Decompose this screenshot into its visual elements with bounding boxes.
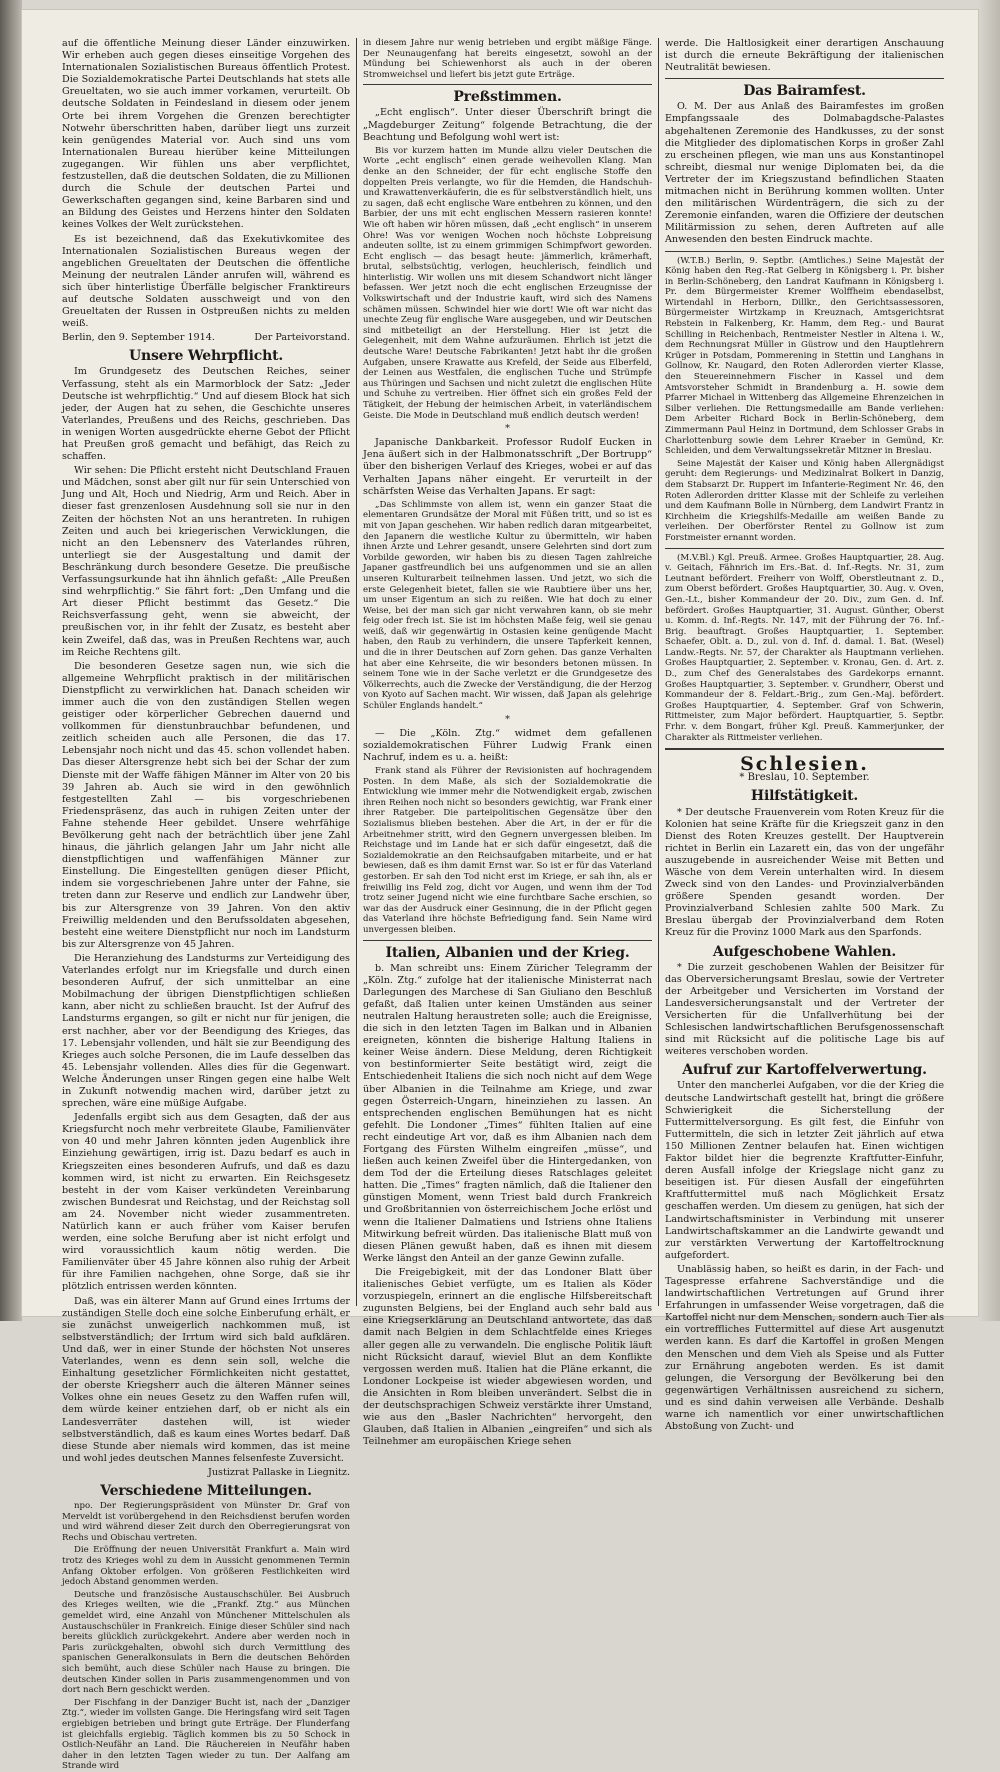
column-container	[56, 38, 978, 1772]
divider-heavy	[665, 748, 944, 750]
article-paragraph: * Der deutsche Frauenverein vom Roten Kreuz für die Kolonien hat seine Kräfte für die Kriegszeit ganz in den Dienst des Roten Kreuzes gestellt. Der Hauptverein richtet in Berlin ein Lazarett ein, das von der ungefähr auszugebende in ausreichender Weise mit Betten und Wäsche von dem Verein unterhalten wird. In diesem Zweck sind von den Landes- und Provinzialverbänden größere Spenden gesandt worden. Der Provinzialverband Schlesien zahlte 500 Mark. Zu Breslau übergab der Provinzialverband dem Roten Kreuz für die Provinz 1000 Mark aus den Sparfonds.	[665, 806, 944, 939]
signature-author: Der Parteivorstand.	[254, 332, 350, 344]
article-author: Justizrat Pallaske in Liegnitz.	[208, 1466, 350, 1478]
divider	[665, 78, 944, 79]
column-right	[658, 38, 950, 1433]
dateline: * Breslau, 10. September.	[739, 772, 870, 784]
headline-hilfstaetigkeit: Hilfstätigkeit.	[750, 788, 859, 805]
article-paragraph: Jedenfalls ergibt sich aus dem Gesagten, daß der aus Kriegsfurcht noch mehr verbreitete Glaube, Familienväter von 40 und mehr Jahren könnten jeden Augenblick ihre Einziehung gewärtigen, irrig ist. Dazu bedarf es auch in Kriegszeiten eines besonderen Aufrufs, und daß es dazu kommen wird, ist nicht zu erwarten. Ein Reichsgesetz besteht in der vom Kaiser verkündeten Vereinbarung zwischen Bundesrat und Reichstag, und der Reichstag soll am 24. November nicht wieder zusammentreten. Natürlich kann er auch früher vom Kaiser berufen werden, eine solche Berufung aber ist nicht erfolgt und wird voraussichtlich kaum nötig werden. Die Familienväter über 45 Jahre können also ruhig der Arbeit für ihre Familien nachgehen, ohne Sorge, daß sie ihr plötzlich entrissen werden könnten.	[62, 1112, 350, 1293]
page-binding-shadow	[0, 0, 22, 1321]
column-middle	[356, 38, 658, 1448]
article-paragraph: — Die „Köln. Ztg.“ widmet dem gefallenen sozialdemokratischen Führer Ludwig Frank einen Nachruf, indem es u. a. heißt:	[363, 727, 652, 763]
headline-italien: Italien, Albanien und der Krieg.	[385, 944, 630, 961]
article-paragraph: werde. Die Haltlosigkeit einer derartigen Anschauung ist durch die erneute Bekräftigung der italienischen Neutralität bewiesen.	[665, 38, 944, 74]
section-star-divider: *	[505, 423, 510, 435]
divider	[665, 251, 944, 252]
article-paragraph: O. M. Der aus Anlaß des Bairamfestes im großen Empfangssaale des Dolmabagdsche-Palastes abgehaltenen Zeremonie des Handkusses, zu der sonst die Mitglieder des diplomatischen Korps in großer Zahl zu erscheinen pflegen, wie man uns aus Konstantinopel schreibt, diesmal nur wenige Diplomaten bei, da die Vertreter der im Kriegszustand befindlichen Staaten mitmachen nicht in Berührung kommen wollten. Unter den militärischen Würdenträgern, die sich zu der Zeremonie einfanden, waren die Offiziere der deutschen Militärmission zu sehen, deren Auftreten auf alle Anwesenden den besten Eindruck machte.	[665, 101, 944, 246]
headline-pressestimmen: Preßstimmen.	[453, 89, 562, 106]
article-paragraph: Unter den mancherlei Aufgaben, vor die der Krieg die deutsche Landwirtschaft gestellt hat, bringt die größere Schwierigkeit die Sicherstellung der Futtermittelversorgung. Es gilt fest, die Einfuhr von Futtermitteln, die sich in letzter Zeit jährlich auf etwa 150 Millionen Zentner belaufen hat. Einen wichtigen Faktor bildet hier die begrenzte Kraftfutter-Einfuhr, deren Ausfall infolge der Kriegslage nicht ganz zu beseitigen ist. Für diesen Ausfall der eingeführten Kraftfuttermittel muß nach Möglichkeit Ersatz geschaffen werden. Um diesem zu genügen, hat sich der Landwirtschaftsminister in Verbindung mit unserer Landwirtschaftskammer an die Landwirte gewandt und zur verstärkten Verwertung der Kartoffeltrocknung aufgefordert.	[665, 1080, 944, 1261]
article-paragraph: Im Grundgesetz des Deutschen Reiches, seiner Verfassung, steht als ein Marmorblock der Satz: „Jeder Deutsche ist wehrpflichtig.“ Und auf diesem Block hat sich jeder, der Augen hat zu sehen, die Geschichte unseres Vaterlandes, Preußens und des Reichs, geschrieben. Das in wenigen Worten ausgedrückte eherne Gebot der Pflicht hat Preußen groß gemacht und befähigt, das Reich zu schaffen.	[62, 366, 350, 463]
article-paragraph: Der Fischfang in der Danziger Bucht ist, nach der „Danziger Ztg.“, wieder im vollsten Gange. Die Heringsfang wird seit Tagen ergiebigen betrieben und bringt gute Erträge. Der Flunderfang ist gleichfalls ergiebig. Täglich kommen bis zu 50 Schock in Ostlich-Neufähr an Land. Die Räuchereien in Neufähr haben daher in den letzten Tagen wieder zu tun. Der Aalfang am Strande wird	[62, 1697, 350, 1772]
article-paragraph: „Echt englisch“. Unter dieser Überschrift bringt die „Magdeburger Zeitung“ folgende Betrachtung, die der Beachtung und Befolgung wohl wert ist:	[363, 107, 652, 143]
article-paragraph: Die Freigebigkeit, mit der das Londoner Blatt über italienisches Gebiet verfügte, um es Italien als Köder vorzuspiegeln, erinnert an die englische Hilfsbereitschaft zugunsten Belgiens, bei der England auch sehr bald aus eine Kriegserklärung an Deutschland antwortete, das daß damit nach Belgien in dem Schlachtfelde eines Krieges aller gegen alle zu verwandeln. Die englische Politik läuft nicht Rücksicht darauf, wieviel Blut an dem Konflikte vergossen werden muß. Italien hat die Pläne erkannt, die Londoner Lockpeise ist wieder abgewiesen worden, und die Ansichten in Rom bleiben unverändert. Selbst die in der deutschsprachigen Schweiz verstärkte ihrer Umstand, wie aus den „Basler Nachrichten“ hervorgeht, den Glauben, daß Italien in Albanien „eingreifen“ und sich als Teilnehmer am europäischen Kriege sehen	[363, 1266, 652, 1448]
divider	[363, 940, 652, 941]
article-paragraph: Frank stand als Führer der Revisionisten auf hochragendem Posten. In dem Maße, als sich der Sozialdemokratie die Entwicklung wie immer mehr die Notwendigkeit ergab, zwischen ihren Reihen noch nicht so besonders gewichtig, war Frank einer ihrer Ratgeber. Die parteipolitischen Gegensätze über den Sozialismus blieben bestehen. Aber die Art, in der er für die Arbeitnehmer stritt, wird den Gegnern unvergessen bleiben. Im Reichstage und im Lande hat er sich dafür eingesetzt, daß die Sozialdemokratie an den Reichsaufgaben mitarbeite, und er hat bewiesen, daß es ihm damit Ernst war. So ist er für das Vaterland gestorben. Er sah den Tod nicht erst im Kriege, er sah ihn, als er freiwillig ins Feld zog, dicht vor Augen, und wenn ihm der Tod trotz seiner Jugend nicht wie eine furchtbare Sache erschien, so war das der Ausdruck einer Gesinnung, die in der Pflicht gegen das Vaterland ihre höchste Befriedigung fand. Sein Name wird unvergessen bleiben.	[363, 766, 652, 935]
headline-mitteilungen: Verschiedene Mitteilungen.	[100, 1482, 312, 1499]
article-paragraph: auf die öffentliche Meinung dieser Länder einzuwirken. Wir erheben auch gegen dieses einseitige Vorgehen des Internationalen Sozialistischen Bureaus öffentlich Protest. Die Sozialdemokratische Partei Deutschlands hat stets alle Greueltaten, wo sie auch immer vorkamen, verurteilt. Ob deutsche Soldaten in Feindesland in diesem oder jenem Orte bei ihrem Vorgehen die Grenzen berechtigter Notwehr überschritten haben, darüber liegt uns zurzeit kein genügendes Material vor. Auch sind uns vom Internationalen Bureau hierüber keine Mitteilungen zugegangen. Wir fühlen uns aber verpflichtet, festzustellen, daß die deutschen Soldaten, die zu Millionen durch die Schule der deutschen Partei und Gewerkschaften gegangen sind, keine Barbaren sind und an Bildung des Geistes und Herzens hinter den Soldaten keines Volkes der Welt zurückstehen.	[62, 38, 350, 231]
article-paragraph: Die Heranziehung des Landsturms zur Verteidigung des Vaterlandes erfolgt nur im Kriegsfalle und durch einen besonderen Aufruf, der sich unmittelbar an eine Mobilmachung der übrigen Dienstpflichtigen schließen kann, aber nicht zu schließen braucht. Ist der Aufruf des Landsturms ergangen, so gilt er nicht nur für jenigen, die erst nachher, aber vor der Beendigung des Krieges, das 17. Lebensjahr vollenden, und hält sie zur Beendigung des Krieges auch solche Personen, die im Laufe desselben das 45. Lebensjahr vollenden. Alles dies für die Gegenwart. Welche Änderungen unser Ringen gegen eine halbe Welt in Zukunft notwendig machen wird, darüber jetzt zu sprechen, wäre eine müßige Aufgabe.	[62, 952, 350, 1110]
official-notice: (W.T.B.) Berlin, 9. Septbr. (Amtliches.) Seine Majestät der König haben den Reg.-Rat Gelberg in Königsberg i. Pr. bisher in Berlin-Schöneberg, den Landrat Kaufmann in Königsberg i. Pr. dem Bürgermeister Kremer Wolffheim ebendaselbst, Wirtendahl in Herborn, Dillkr., den Gerichtsassessoren, Bürgermeister Wirtzkamp in Kreuznach, Amtsgerichtsrat Rebstein in Falkenberg, Kr. Hamm, dem Reg.- und Baurat Schilling in Reichenbach, Rentmeister Nestler in Altena i. W., dem Rechnungsrat Müller in Güstrow und den Hauptlehrern Krüger in Potsdam, Pommerening in Stettin und Langhans in Gollnow, Kr. Naugard, den Roten Adlerorden vierter Klasse, den Steuereinnehmern Fischer in Kassel und dem Amtsvorsteher Schmidt in Brandenburg a. H. sowie dem Pfarrer Michael in Wittenberg das Allgemeine Ehrenzeichen in Silber verliehen. Die Rettungsmedaille am Bande verliehen: Dem Arbeiter Richard Bock in Berlin-Schöneberg, dem Zimmermann Paul Heinz in Dortmund, dem Schlosser Grabs in Charlottenburg sowie dem Lehrer Kraeber in Gemünd, Kr. Schleiden, und dem Verwaltungssekretär Mitzner in Breslau.	[665, 255, 944, 457]
article-paragraph: Die besonderen Gesetze sagen nun, wie sich die allgemeine Wehrpflicht praktisch in der militärischen Dienstpflicht zu verwirklichen hat. Danach scheiden wir immer auch die von den zuständigen Stellen wegen geistiger oder körperlicher Gebrechen dauernd und vollkommen für dienstunbrauchbar befundenen, und zeitlich scheiden auch alle Personen, die das 17. Lebensjahr noch nicht und das 45. schon vollendet haben. Das dieser Altersgrenze hebt sich bei der Schar der zum Dienste mit der Waffe fähigen Männer im Alter von 20 bis 39 Jahren ab. Auch sie wird in den gewöhnlich festgestellten Zahl — bis vorgeschriebenen Friedenspräsenz, das auch in ruhigen Zeiten unter der Fahne stehende Heer gebildet. Unsere wehrfähige Bevölkerung geht nach der beträchtlich über jene Zahl hinaus, die jährlich gelangen Jahr um Jahr nicht alle dienstpflichtigen und waffenfähigen Männer zur Einstellung. Die Eingestellten genügen dieser Pflicht, indem sie vorgeschriebenen Jahre unter der Fahne, sie treten dann zur Reserve und endlich zur Landwehr über, bis zur Altersgrenze von 39 Jahren. Von den aktiv Freiwillig meldenden und den Berufssoldaten abgesehen, besteht eine weitere Dienstpflicht nur noch im Landsturm bis zur Altersgrenze von 45 Jahren.	[62, 660, 350, 950]
article-paragraph: b. Man schreibt uns: Einem Züricher Telegramm der „Köln. Ztg.“ zufolge hat der italienische Ministerrat nach Darlegungen des Marchese di San Giuliano den Beschluß gefaßt, daß Italien unter keinen Umständen aus seiner neutralen Haltung heraustreten solle; auch die Ereignisse, die sich in den letzten Tagen im Balkan und in Albanien ereigneten, könnten die bisherige Haltung Italiens in keiner Weise ändern. Diese Meldung, deren Richtigkeit von bestinformierter Seite bestätigt wird, zeigt die Entschiedenheit Italiens die sich noch nicht auf dem Wege über Albanien in die Teilnahme am Kriege, und zwar gegen Österreich-Ungarn, hineinziehen zu lassen. An entsprechenden englischen Bemühungen hat es nicht gefehlt. Die Londoner „Times“ fühlten Italien auf eine recht eindeutige Art vor, daß es ihm Albanien nach dem Fortgang des Fürsten Wilhelm eingreifen „müsse“, und ließen auch keinen Zweifel über die Hintergedanken, von dem Tod der die Erteilung dieses Ratschlages geleitet hatten. Die „Times“ fragten nämlich, daß die Italiener den günstigen Moment, wenn Triest bald durch Frankreich und Großbritannien von österreichischem Joche erlöst und wenn die Italiener Dalmatiens und Istriens ohne Italiens Mitwirkung befreit würden. Das italienische Blatt muß von diesen Plänen gewußt haben, daß es ihnen mit diesem Werke längst den Anteil an der ganze Gewinn zufalle.	[363, 962, 652, 1264]
article-paragraph: npo. Der Regierungspräsident von Münster Dr. Graf von Merveldt ist vorübergehend in den Reichsdienst berufen worden und wird während dieser Zeit durch den Oberregierungsrat von Rechs und Obischau vertreten.	[62, 1501, 350, 1543]
headline-schlesien: Schlesien.	[740, 753, 869, 776]
signature-date: Berlin, den 9. September 1914.	[62, 332, 215, 344]
newspaper-page	[22, 10, 978, 1772]
article-paragraph: Japanische Dankbarkeit. Professor Rudolf Eucken in Jena äußert sich in der Halbmonatsschrift „Der Bortrupp“ über den bisherigen Verlauf des Krieges, wobei er auf das Verhalten Japans näher eingeht. Er verurteilt in der schärfsten Weise das Verhalten Japans. Er sagt:	[363, 437, 652, 497]
column-left	[56, 38, 356, 1772]
headline-wehrpflicht: Unsere Wehrpflicht.	[128, 348, 284, 365]
article-paragraph: Bis vor kurzem hatten im Munde allzu vieler Deutschen die Worte „echt englisch“ einen gerade weihevollen Klang. Man denke an den Schneider, der für echt englische Stoffe den doppelten Preis verlangte, wo für die Hemden, die Handschuh- und Krawattenverkäuferin, die es für selbstverständlich hielt, uns zu sagen, daß echt englische Ware entbehren zu können, und den Barbier, der uns mit echt englischen Messern rasieren konnte! Wie oft haben wir hören müssen, daß „echt englisch“ in unserem Ohre! Was vor wenigen Wochen noch höchste Lobpreisung andeuten sollte, ist zu einem grimmigen Schimpfwort geworden. Echt englisch — das besagt heute: jämmerlich, krämerhaft, brutal, selbstsüchtig, verlogen, heuchlerisch, feindlich und hinterlistig. Wir wollen uns mit diesem Schandwort nicht länger befassen. Wer jetzt noch die echt englischen Erzeugnisse der Volkswirtschaft und der Industrie kauft, wird sich des Namens schämen müssen. Schwindel hier wie dort! Wie oft war nicht das unechte Zeug für englische Ware ausgegeben, und wir Deutschen sind mitbeteiligt an der Herstellung. Hier ist jetzt die Gelegenheit, mit dem Wahne aufzuräumen. Ehrlich ist jetzt die deutsche Ware! Deutsche Fabrikanten! Jetzt habt ihr die großen Aufgaben, unsere Krawatte aus Krefeld, der Seide aus Elberfeld, der Leinen aus Westfalen, die englischen Tuche und Strümpfe aus Thüringen und Sachsen und nicht zuletzt die englischen Hüte und Schuhe zu vertreiben. Hier öffnet sich ein großes Feld der Tätigkeit, der Hebung der heimischen Arbeit, in vaterländischem Geiste. Die Mode in Deutschland muß endlich deutsch werden!	[363, 145, 652, 421]
divider	[665, 548, 944, 549]
signature-line	[62, 332, 350, 344]
article-paragraph: Es ist bezeichnend, daß das Exekutivkomitee des Internationalen Sozialistischen Bureaus wegen der angeblichen Greueltaten der Deutschen die öffentliche Meinung der neutralen Länder anrufen will, während es sich über hinterlistige Überfälle belgischer Franktireurs auf deutsche Soldaten ausschweigt und von den Greueltaten der Russen in Ostpreußen nichts zu melden weiß.	[62, 233, 350, 330]
official-notice: Seine Majestät der Kaiser und König haben Allergnädigst geruht: dem Regierungs- und Medizinalrat Bolkert in Danzig, dem Stabsarzt Dr. Ruppert im Infanterie-Regiment Nr. 46, den Roten Adlerorden dritter Klasse mit der Schleife zu verleihen und dem Kaufmann Bolle in Nürnberg, dem Landwirt Frantz in Kirchheim die Kriegshilfs-Medaille am weißen Bande zu verleihen. Der Oberförster Rentel zu Gollnow ist zum Forstmeister ernannt worden.	[665, 458, 944, 543]
article-paragraph: Daß, was ein älterer Mann auf Grund eines Irrtums der zuständigen Stelle doch eine solche Einberufung erhält, er sie zunächst unweigerlich nachkommen muß, ist selbstverständlich; der Irrtum wird sich bald aufklären. Und daß, wer in einer Stunde der höchsten Not unseres Vaterlandes, wenn es denn sein soll, welche die Einhaltung gesetzlicher Förmlichkeiten nicht gestattet, der oberste Kriegsherr auch die älteren Männer seines Volkes ohne ein neues Gesetz zu den Waffen rufen will, dem würde keiner entziehen darf, ob er nicht als ein Landesverräter dastehen will, ist wieder selbstverständlich, daß es kaum eines Wortes bedarf. Daß diese Stunde aber niemals wird kommen, das ist meine und wohl jedes deutschen Mannes felsenfeste Zuversicht.	[62, 1295, 350, 1464]
headline-kartoffel: Aufruf zur Kartoffelverwertung.	[682, 1062, 927, 1079]
divider	[363, 84, 652, 85]
article-paragraph: Die Eröffnung der neuen Universität Frankfurt a. Main wird trotz des Krieges wohl zu dem in Aussicht genommenen Termin Anfang Oktober erfolgen. Von größeren Festlichkeiten wird jedoch Abstand genommen werden.	[62, 1545, 350, 1588]
page-edge-shadow	[978, 0, 1000, 1321]
article-paragraph: Deutsche und französische Austauschschüler. Bei Ausbruch des Krieges weilten, wie die „Frankf. Ztg.“ aus München gemeldet wird, eine Anzahl von Münchener Mittelschulen als Austauschschüler in Frankreich. Einige dieser Schüler sind nach bereits glücklich zurückgekehrt. Andere aber werden noch in Paris zurückgehalten, obwohl sich durch Vermittlung des spanischen Generalkonsulats in Bern die deutschen Behörden sich bemüht, auch diese Schüler nach Hause zu bringen. Die deutschen Kinder sollen in Paris zusammengenommen und von dort nach Bern geschickt werden.	[62, 1589, 350, 1696]
headline-bairamfest: Das Bairamfest.	[743, 83, 866, 100]
article-paragraph: „Das Schlimmste von allem ist, wenn ein ganzer Staat die elementaren Grundsätze der Moral mit Füßen tritt, und so ist es mit von Japan geschehen. Wir haben redlich daran mitgearbeitet, den Japanern die westliche Kultur zu übermitteln, wir haben ihnen Ärzte und Lehrer gesandt, unsere Gelehrten sind dort zum Vorbilde geworden, wir haben bis zu diesen Tagen zahlreiche Japaner gastfreundlich bei uns aufgenommen und sie an allen unseren Kulturarbeit teilnehmen lassen. Und jetzt, wo sich die erste Gelegenheit bietet, fallen sie wie Raubtiere über uns her, um unser Eigentum an sich zu reißen. Wie hat doch zu einer Weise, bei der man sich gar nicht verwahren kann, ob sie mehr feig oder frech ist. Sie ist im höchsten Maße feig, weil sie genau weiß, daß wir gegenwärtig in Ostasien keine genügende Macht haben, den Raub zu verhindern, die unsere Tapferkeit kennen, und die in ihrer Deutschen auf Zorn gehen. Das ganze Verhalten hat aber eine Kehrseite, die wir besonders betonen müssen. In seinem Tone wie in der Sache verletzt er die Grundgesetze des Völkerrechts, auch die Zwecke der Verständigung, die der Herzog von Kyoto auf Sachen macht. Wir wissen, daß Japan als gelehrige Schüler Englands handelt.“	[363, 499, 652, 712]
article-paragraph: Unablässig haben, so heißt es darin, in der Fach- und Tagespresse erfahrene Sachverständige und die landwirtschaftlichen Vertretungen auf Grund ihrer Erfahrungen in umfassender Weise vorgetragen, daß die Kartoffel nicht nur dem Menschen, sondern auch Tier als ein vortreffliches Futtermittel auf diese Art ausgenutzt werden kann. Es darf die Kartoffel in großen Mengen den Menschen und dem Vieh als Speise und als Futter zur Ernährung angeboten werden. Es ist damit gelungen, die Versorgung der Bevölkerung bei den gegenwärtigen Verhältnissen ausreichend zu sichern, und es sind dahin verweisen alle Verbände. Deshalb warne ich namentlich vor einer unwirtschaftlichen Abstoßung von Zucht- und	[665, 1263, 944, 1433]
article-paragraph: * Die zurzeit geschobenen Wahlen der Beisitzer für das Oberversicherungsamt Breslau, sowie der Vertreter der Arbeitgeber und Versicherten im Vorstand der Landesversicherungsanstalt und der Vertreter der Versicherten für die Unfallverhütung bei der Schlesischen landwirtschaftlichen Berufsgenossenschaft sind mit Rücksicht auf die politische Lage bis auf weiteres verschoben worden.	[665, 961, 944, 1058]
article-paragraph: Wir sehen: Die Pflicht ersteht nicht Deutschland Frauen und Mädchen, sonst aber gilt nur für sein Unterschied von Jung und Alt, Hoch und Niedrig, Arm und Reich. Aber in dieser fast grenzenlosen Ausdehnung soll sie nur in den Zeiten der höchsten Not an uns herantreten. In ruhigen Zeiten und auch bei kriegerischen Verwicklungen, die nicht an den Lebensnerv des Vaterlandes rühren, unterliegt sie der Ausgestaltung und damit der Beschränkung durch besondere Gesetze. Die preußische Verfassungsurkunde hat ihn ähnlich gefaßt: „Alle Preußen sind wehrpflichtig.“ Sie fährt fort: „Den Umfang und die Art dieser Pflicht bestimmt das Gesetz.“ Die Reichsverfassung geht, wenn sie abweicht, der preußischen vor, in ihr fehlt der Zusatz, es besteht aber kein Zweifel, daß das, was in Preußen Rechtens war, auch im Reiche Rechtens gilt.	[62, 465, 350, 658]
headline-wahlen: Aufgeschobene Wahlen.	[712, 943, 897, 960]
article-paragraph: in diesem Jahre nur wenig betrieben und ergibt mäßige Fänge. Der Neunaugenfang hat bereits eingesetzt, sowohl an der Mündung bei Schiewenhorst als auch in der oberen Stromweichsel und liefert bis jetzt gute Erträge.	[363, 38, 652, 80]
section-star-divider: *	[505, 713, 510, 725]
military-notice: (M.V.Bl.) Kgl. Preuß. Armee. Großes Hauptquartier, 28. Aug. v. Geitach, Fähnrich im Ers.-Bat. d. Inf.-Regts. Nr. 31, zum Leutnant befördert. Freiherr von Wolff, Oberstleutnant z. D., zum Oberst befördert. Großes Hauptquartier, 30. Aug. v. Oven, Gen.-Lt., bisher Kommandeur der 20. Div., zum Gen. d. Inf. befördert. Großes Hauptquartier, 31. August. Günther, Oberst u. Komm. d. Inf.-Regts. Nr. 147, mit der Führung der 76. Inf.-Brig. beauftragt. Großes Hauptquartier, 1. September. Schaefer, Oblt. a. D., zul. von d. Inf. d. damal. 1. Bat. (Wesel) Landw.-Regts. Nr. 57, der Charakter als Hauptmann verliehen. Großes Hauptquartier, 2. September. v. Kronau, Gen. d. Art. z. D., zum Chef des Generalstabes des Gardekorps ernannt. Großes Hauptquartier, 3. September. v. Grundherr, Oberst und Kommandeur der 8. Feldart.-Brig., zum Gen.-Maj. befördert. Großes Hauptquartier, 4. September. Graf von Schwerin, Rittmeister, zum Major befördert. Hauptquartier, 5. Septbr. Frhr. v. dem Bongart, früher Kgl. Preuß. Kammerjunker, der Charakter als Rittmeister verliehen.	[665, 552, 944, 743]
